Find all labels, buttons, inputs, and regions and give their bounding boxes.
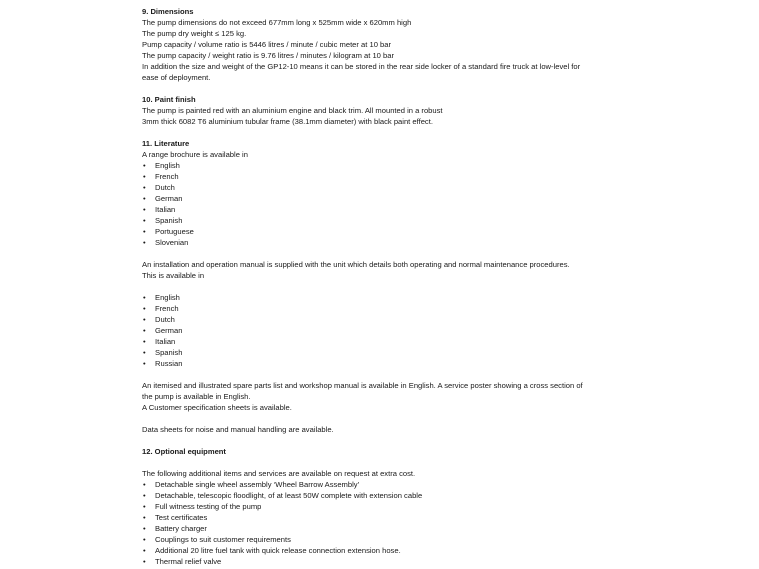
- list-item: [142, 534, 642, 545]
- list-item-label: Detachable, telescopic floodlight, of at least 50W complete with extension cable: [155, 491, 423, 500]
- list-item: [142, 556, 642, 567]
- section-dimensions: [142, 6, 642, 83]
- paragraph-line: The pump dimensions do not exceed 677mm long x 525mm wide x 620mm high: [142, 18, 412, 27]
- list-item: [142, 204, 642, 215]
- list-item: [142, 182, 642, 193]
- list-item: [142, 523, 642, 534]
- bullet-icon: •: [143, 337, 146, 346]
- bullet-icon: •: [143, 315, 146, 324]
- bullet-icon: •: [143, 502, 146, 511]
- bullet-icon: •: [143, 161, 146, 170]
- manual-language-list: [142, 292, 642, 369]
- list-item: [142, 193, 642, 204]
- bullet-icon: •: [143, 513, 146, 522]
- list-item: [142, 490, 642, 501]
- list-item-label: Battery charger: [155, 524, 207, 533]
- list-item-label: Test certificates: [155, 513, 208, 522]
- list-item-label: Couplings to suit customer requirements: [155, 535, 291, 544]
- paragraph-line: 3mm thick 6082 T6 aluminium tubular frame (38.1mm diameter) with black paint effect.: [142, 117, 433, 126]
- list-item: [142, 347, 642, 358]
- paragraph-line: The pump is painted red with an aluminium engine and black trim. All mounted in a robust: [142, 106, 443, 115]
- bullet-icon: •: [143, 238, 146, 247]
- paragraph-line: The pump dry weight ≤ 125 kg.: [142, 29, 247, 38]
- paragraph-line: the pump is available in English.: [142, 392, 251, 401]
- list-item-label: French: [155, 304, 179, 313]
- list-item-label: Full witness testing of the pump: [155, 502, 262, 511]
- bullet-icon: •: [143, 348, 146, 357]
- section-heading: 12. Optional equipment: [142, 447, 226, 456]
- paragraph-line: ease of deployment.: [142, 73, 211, 82]
- paragraph-line: An installation and operation manual is supplied with the unit which details both operating and normal maintenance procedures.: [142, 260, 570, 269]
- list-item-label: Dutch: [155, 315, 175, 324]
- paragraph-line: A Customer specification sheets is available.: [142, 403, 292, 412]
- list-item-label: Portuguese: [155, 227, 194, 236]
- list-item: [142, 545, 642, 556]
- section-heading: 10. Paint finish: [142, 95, 196, 104]
- bullet-icon: •: [143, 172, 146, 181]
- document-page: [142, 6, 642, 567]
- list-item: [142, 325, 642, 336]
- paragraph-line: This is available in: [142, 271, 205, 280]
- list-item-label: Italian: [155, 337, 176, 346]
- list-item-label: Slovenian: [155, 238, 189, 247]
- list-item-label: Russian: [155, 359, 183, 368]
- section-heading: 9. Dimensions: [142, 7, 194, 16]
- list-item: [142, 358, 642, 369]
- list-item: [142, 237, 642, 248]
- list-item-label: German: [155, 194, 183, 203]
- list-item-label: French: [155, 172, 179, 181]
- list-item-label: English: [155, 293, 180, 302]
- optional-items-list: [142, 479, 642, 567]
- list-item-label: Dutch: [155, 183, 175, 192]
- bullet-icon: •: [143, 205, 146, 214]
- paragraph-line: A range brochure is available in: [142, 150, 248, 159]
- section-heading: 11. Literature: [142, 139, 190, 148]
- bullet-icon: •: [143, 557, 146, 566]
- list-item-label: Thermal relief valve: [155, 557, 222, 566]
- list-item-label: Spanish: [155, 348, 183, 357]
- list-item-label: Additional 20 litre fuel tank with quick release connection extension hose.: [155, 546, 401, 555]
- list-item-label: Spanish: [155, 216, 183, 225]
- bullet-icon: •: [143, 216, 146, 225]
- bullet-icon: •: [143, 491, 146, 500]
- bullet-icon: •: [143, 293, 146, 302]
- bullet-icon: •: [143, 194, 146, 203]
- section-paint-finish: [142, 94, 642, 127]
- list-item: [142, 501, 642, 512]
- list-item-label: Detachable single wheel assembly ‘Wheel Barrow Assembly’: [155, 480, 360, 489]
- bullet-icon: •: [143, 326, 146, 335]
- bullet-icon: •: [143, 480, 146, 489]
- list-item: [142, 215, 642, 226]
- list-item: [142, 512, 642, 523]
- paragraph-line: Data sheets for noise and manual handling are available.: [142, 425, 334, 434]
- bullet-icon: •: [143, 183, 146, 192]
- bullet-icon: •: [143, 359, 146, 368]
- bullet-icon: •: [143, 524, 146, 533]
- bullet-icon: •: [143, 227, 146, 236]
- paragraph-line: An itemised and illustrated spare parts list and workshop manual is available in English. A service poster showing a cross section of: [142, 381, 583, 390]
- list-item: [142, 314, 642, 325]
- section-optional-equipment: [142, 446, 642, 567]
- list-item: [142, 171, 642, 182]
- bullet-icon: •: [143, 546, 146, 555]
- paragraph-line: In addition the size and weight of the GP12-10 means it can be stored in the rear side locker of a standard fire truck at low-level for: [142, 62, 581, 71]
- list-item: [142, 336, 642, 347]
- list-item-label: Italian: [155, 205, 176, 214]
- list-item-label: English: [155, 161, 180, 170]
- list-item: [142, 160, 642, 171]
- brochure-language-list: [142, 160, 642, 248]
- paragraph-line: Pump capacity / volume ratio is 5446 litres / minute / cubic meter at 10 bar: [142, 40, 392, 49]
- list-item-label: German: [155, 326, 183, 335]
- list-item: [142, 479, 642, 490]
- paragraph-line: The pump capacity / weight ratio is 9.76 litres / minutes / kilogram at 10 bar: [142, 51, 394, 60]
- paragraph-line: The following additional items and services are available on request at extra cost.: [142, 469, 416, 478]
- list-item: [142, 226, 642, 237]
- section-literature: [142, 138, 642, 435]
- bullet-icon: •: [143, 304, 146, 313]
- list-item: [142, 292, 642, 303]
- list-item: [142, 303, 642, 314]
- bullet-icon: •: [143, 535, 146, 544]
